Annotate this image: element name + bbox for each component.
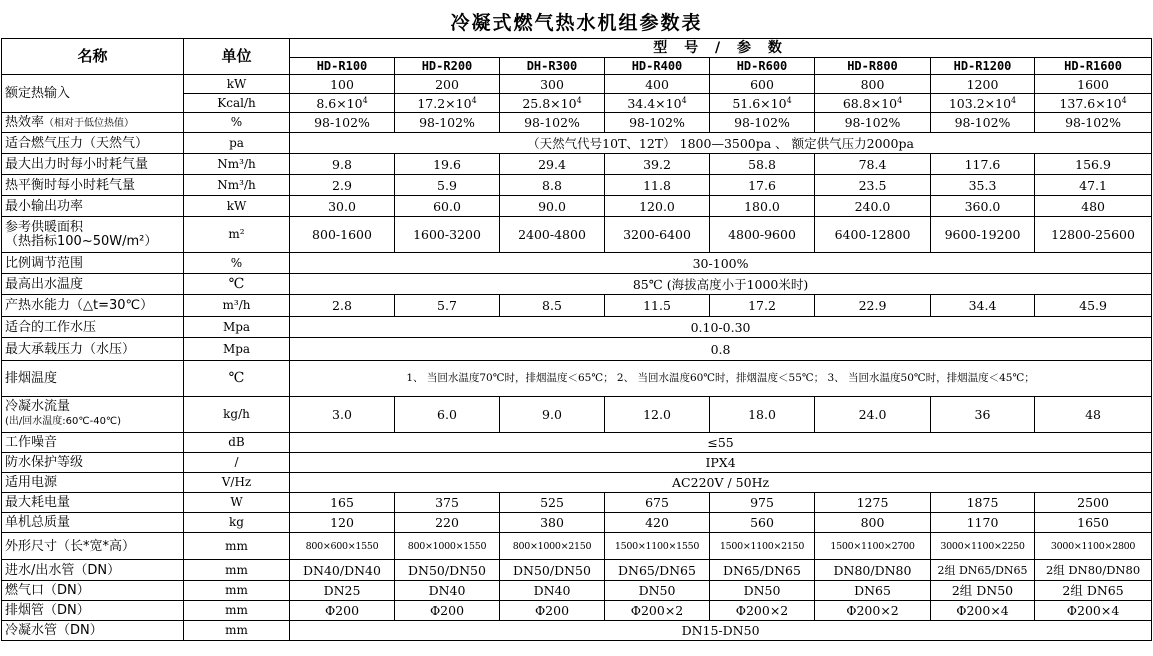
cell: 100 — [290, 75, 395, 94]
row-unit: ℃ — [184, 361, 290, 397]
cell: 1500×1100×2700 — [815, 533, 931, 560]
cell: 5.9 — [395, 175, 500, 196]
row-label: 参考供暖面积 （热指标100~50W/m²） — [2, 217, 184, 253]
cell: 11.8 — [605, 175, 710, 196]
row-label: 比例调节范围 — [2, 253, 184, 274]
cell: 45.9 — [1035, 295, 1152, 317]
cell: DN65/DN65 — [605, 560, 710, 581]
table-row — [2, 196, 1152, 217]
row-label: 热效率（相对于低位热值） — [2, 113, 184, 133]
table-row — [2, 154, 1152, 175]
cell: 156.9 — [1035, 154, 1152, 175]
cell: 2组 DN65 — [1035, 581, 1152, 601]
row-unit: pa — [184, 133, 290, 154]
cell: 12800-25600 — [1035, 217, 1152, 253]
cell: 60.0 — [395, 196, 500, 217]
row-unit: mm — [184, 581, 290, 601]
row-label: 防水保护等级 — [2, 453, 184, 473]
cell: 78.4 — [815, 154, 931, 175]
row-label: 冷凝水管（DN） — [2, 621, 184, 641]
cell: DN50 — [605, 581, 710, 601]
row-unit: kg — [184, 513, 290, 533]
parameter-table — [1, 38, 1152, 641]
row-unit: mm — [184, 601, 290, 621]
model-name: DH-R300 — [500, 58, 605, 75]
cell: 2.8 — [290, 295, 395, 317]
row-unit: / — [184, 453, 290, 473]
cell: Φ200×2 — [815, 601, 931, 621]
row-label: 额定热输入 — [2, 75, 184, 113]
table-row — [2, 397, 1152, 433]
cell: 35.3 — [931, 175, 1035, 196]
table-row — [2, 75, 1152, 94]
cell: DN40 — [395, 581, 500, 601]
row-label: 排烟管（DN） — [2, 601, 184, 621]
cell: 300 — [500, 75, 605, 94]
cell: Φ200×4 — [1035, 601, 1152, 621]
cell: 23.5 — [815, 175, 931, 196]
cell: Φ200 — [395, 601, 500, 621]
cell: 5.7 — [395, 295, 500, 317]
model-name: HD-R200 — [395, 58, 500, 75]
cell: 2500 — [1035, 493, 1152, 513]
table-row — [2, 317, 1152, 338]
span-cell: 30-100% — [290, 253, 1152, 274]
row-unit: % — [184, 113, 290, 133]
row-label: 适用电源 — [2, 473, 184, 493]
cell: 165 — [290, 493, 395, 513]
cell: 39.2 — [605, 154, 710, 175]
cell: 98-102% — [500, 113, 605, 133]
cell: 800×600×1550 — [290, 533, 395, 560]
cell: 98-102% — [290, 113, 395, 133]
cell: 525 — [500, 493, 605, 513]
cell: 240.0 — [815, 196, 931, 217]
cell: DN80/DN80 — [815, 560, 931, 581]
span-cell: 1、 当回水温度70℃时，排烟温度＜65℃； 2、 当回水温度60℃时，排烟温度＜55℃； 3、 当回水温度50℃时，排烟温度＜45℃； — [290, 361, 1152, 397]
table-row — [2, 338, 1152, 361]
cell: 34.4 — [931, 295, 1035, 317]
cell: 2组 DN65/DN65 — [931, 560, 1035, 581]
cell: 98-102% — [395, 113, 500, 133]
cell: 1875 — [931, 493, 1035, 513]
row-label: 最高出水温度 — [2, 274, 184, 295]
row-label: 进水/出水管（DN） — [2, 560, 184, 581]
cell: 800 — [815, 513, 931, 533]
cell: 600 — [710, 75, 815, 94]
cell: 2组 DN50 — [931, 581, 1035, 601]
cell: $68.8\times 10^4$ — [815, 94, 931, 113]
table-row — [2, 493, 1152, 513]
cell: Φ200×2 — [605, 601, 710, 621]
row-unit: mm — [184, 621, 290, 641]
table-row — [2, 113, 1152, 133]
cell: 675 — [605, 493, 710, 513]
row-label: 冷凝水流量 (出/回水温度:60℃-40℃) — [2, 397, 184, 433]
name-header: 名称 — [2, 39, 184, 75]
cell: 17.2 — [710, 295, 815, 317]
cell: $8.6\times 10^4$ — [290, 94, 395, 113]
cell: $51.6\times 10^4$ — [710, 94, 815, 113]
cell: DN50/DN50 — [500, 560, 605, 581]
cell: 3.0 — [290, 397, 395, 433]
cell: 22.9 — [815, 295, 931, 317]
cell: DN40 — [500, 581, 605, 601]
cell: $103.2\times 10^4$ — [931, 94, 1035, 113]
model-name: HD-R800 — [815, 58, 931, 75]
table-row — [2, 473, 1152, 493]
cell: 117.6 — [931, 154, 1035, 175]
row-unit: Nm³/h — [184, 154, 290, 175]
row-unit: mm — [184, 533, 290, 560]
row-unit: Mpa — [184, 317, 290, 338]
cell: DN50 — [710, 581, 815, 601]
span-cell: （天然气代号10T、12T） 1800—3500pa 、 额定供气压力2000pa — [290, 133, 1152, 154]
span-cell: 0.10-0.30 — [290, 317, 1152, 338]
table-row — [2, 533, 1152, 560]
cell: 800-1600 — [290, 217, 395, 253]
cell: 2400-4800 — [500, 217, 605, 253]
cell: 1600 — [1035, 75, 1152, 94]
row-label: 产热水能力（△t=30℃） — [2, 295, 184, 317]
unit-header: 单位 — [184, 39, 290, 75]
cell: $137.6\times 10^4$ — [1035, 94, 1152, 113]
cell: 8.5 — [500, 295, 605, 317]
cell: 120.0 — [605, 196, 710, 217]
table-row — [2, 621, 1152, 641]
table-row — [2, 175, 1152, 196]
cell: 1170 — [931, 513, 1035, 533]
cell: DN50/DN50 — [395, 560, 500, 581]
cell: 1275 — [815, 493, 931, 513]
row-unit: Kcal/h — [184, 94, 290, 113]
cell: Φ200 — [500, 601, 605, 621]
cell: 2.9 — [290, 175, 395, 196]
cell: 360.0 — [931, 196, 1035, 217]
cell: $34.4\times 10^4$ — [605, 94, 710, 113]
cell: 200 — [395, 75, 500, 94]
cell: 400 — [605, 75, 710, 94]
cell: 480 — [1035, 196, 1152, 217]
row-label: 最大耗电量 — [2, 493, 184, 513]
table-row — [2, 513, 1152, 533]
row-label: 最小输出功率 — [2, 196, 184, 217]
table-row — [2, 453, 1152, 473]
cell: 6400-12800 — [815, 217, 931, 253]
row-label: 适合燃气压力（天然气） — [2, 133, 184, 154]
row-unit: m² — [184, 217, 290, 253]
model-group-header: 型 号 / 参 数 — [290, 39, 1152, 58]
table-row — [2, 217, 1152, 253]
model-name: HD-R1200 — [931, 58, 1035, 75]
cell: 47.1 — [1035, 175, 1152, 196]
row-unit: kg/h — [184, 397, 290, 433]
cell: 17.6 — [710, 175, 815, 196]
row-label: 外形尺寸（长*宽*高） — [2, 533, 184, 560]
table-row — [2, 133, 1152, 154]
span-cell: DN15-DN50 — [290, 621, 1152, 641]
cell: 11.5 — [605, 295, 710, 317]
cell: 375 — [395, 493, 500, 513]
row-label: 最大出力时每小时耗气量 — [2, 154, 184, 175]
table-row — [2, 274, 1152, 295]
row-unit: dB — [184, 433, 290, 453]
cell: 12.0 — [605, 397, 710, 433]
cell: 220 — [395, 513, 500, 533]
cell: 420 — [605, 513, 710, 533]
page-title: 冷凝式燃气热水机组参数表 — [450, 12, 703, 34]
row-unit: ℃ — [184, 274, 290, 295]
cell: Φ200×4 — [931, 601, 1035, 621]
cell: 30.0 — [290, 196, 395, 217]
cell: Φ200 — [290, 601, 395, 621]
cell: 1500×1100×1550 — [605, 533, 710, 560]
cell: 2组 DN80/DN80 — [1035, 560, 1152, 581]
row-label: 最大承载压力（水压） — [2, 338, 184, 361]
row-unit: W — [184, 493, 290, 513]
span-cell: ≤55 — [290, 433, 1152, 453]
model-name: HD-R1600 — [1035, 58, 1152, 75]
cell: 120 — [290, 513, 395, 533]
row-unit: Mpa — [184, 338, 290, 361]
cell: 48 — [1035, 397, 1152, 433]
span-cell: 85℃ (海拔高度小于1000米时) — [290, 274, 1152, 295]
cell: 8.8 — [500, 175, 605, 196]
cell: 98-102% — [710, 113, 815, 133]
cell: $17.2\times 10^4$ — [395, 94, 500, 113]
row-label: 工作噪音 — [2, 433, 184, 453]
row-unit: % — [184, 253, 290, 274]
cell: 3200-6400 — [605, 217, 710, 253]
table-row — [2, 253, 1152, 274]
cell: $25.8\times 10^4$ — [500, 94, 605, 113]
cell: 560 — [710, 513, 815, 533]
row-label: 排烟温度 — [2, 361, 184, 397]
span-cell: IPX4 — [290, 453, 1152, 473]
cell: 800×1000×2150 — [500, 533, 605, 560]
cell: 98-102% — [605, 113, 710, 133]
cell: 98-102% — [815, 113, 931, 133]
model-name: HD-R400 — [605, 58, 710, 75]
cell: 18.0 — [710, 397, 815, 433]
table-row — [2, 560, 1152, 581]
cell: 3000×1100×2800 — [1035, 533, 1152, 560]
cell: DN25 — [290, 581, 395, 601]
cell: 380 — [500, 513, 605, 533]
cell: 6.0 — [395, 397, 500, 433]
cell: 58.8 — [710, 154, 815, 175]
cell: DN40/DN40 — [290, 560, 395, 581]
row-unit: kW — [184, 196, 290, 217]
cell: 90.0 — [500, 196, 605, 217]
row-label: 燃气口（DN） — [2, 581, 184, 601]
table-row — [2, 295, 1152, 317]
cell: 98-102% — [1035, 113, 1152, 133]
cell: 24.0 — [815, 397, 931, 433]
model-name: HD-R100 — [290, 58, 395, 75]
cell: DN65 — [815, 581, 931, 601]
cell: 9.0 — [500, 397, 605, 433]
cell: 1650 — [1035, 513, 1152, 533]
cell: 19.6 — [395, 154, 500, 175]
row-label: 适合的工作水压 — [2, 317, 184, 338]
table-row — [2, 433, 1152, 453]
cell: 800 — [815, 75, 931, 94]
cell: 1600-3200 — [395, 217, 500, 253]
row-unit: mm — [184, 560, 290, 581]
cell: 29.4 — [500, 154, 605, 175]
cell: 975 — [710, 493, 815, 513]
cell: 180.0 — [710, 196, 815, 217]
row-unit: m³/h — [184, 295, 290, 317]
span-cell: 0.8 — [290, 338, 1152, 361]
cell: 98-102% — [931, 113, 1035, 133]
cell: Φ200×2 — [710, 601, 815, 621]
table-row — [2, 361, 1152, 397]
cell: DN65/DN65 — [710, 560, 815, 581]
span-cell: AC220V / 50Hz — [290, 473, 1152, 493]
row-unit: Nm³/h — [184, 175, 290, 196]
table-row — [2, 601, 1152, 621]
table-row — [2, 581, 1152, 601]
cell: 9600-19200 — [931, 217, 1035, 253]
model-name: HD-R600 — [710, 58, 815, 75]
cell: 9.8 — [290, 154, 395, 175]
cell: 1200 — [931, 75, 1035, 94]
cell: 4800-9600 — [710, 217, 815, 253]
cell: 800×1000×1550 — [395, 533, 500, 560]
cell: 36 — [931, 397, 1035, 433]
row-label: 单机总质量 — [2, 513, 184, 533]
cell: 1500×1100×2150 — [710, 533, 815, 560]
row-unit: kW — [184, 75, 290, 94]
row-label: 热平衡时每小时耗气量 — [2, 175, 184, 196]
row-unit: V/Hz — [184, 473, 290, 493]
cell: 3000×1100×2250 — [931, 533, 1035, 560]
